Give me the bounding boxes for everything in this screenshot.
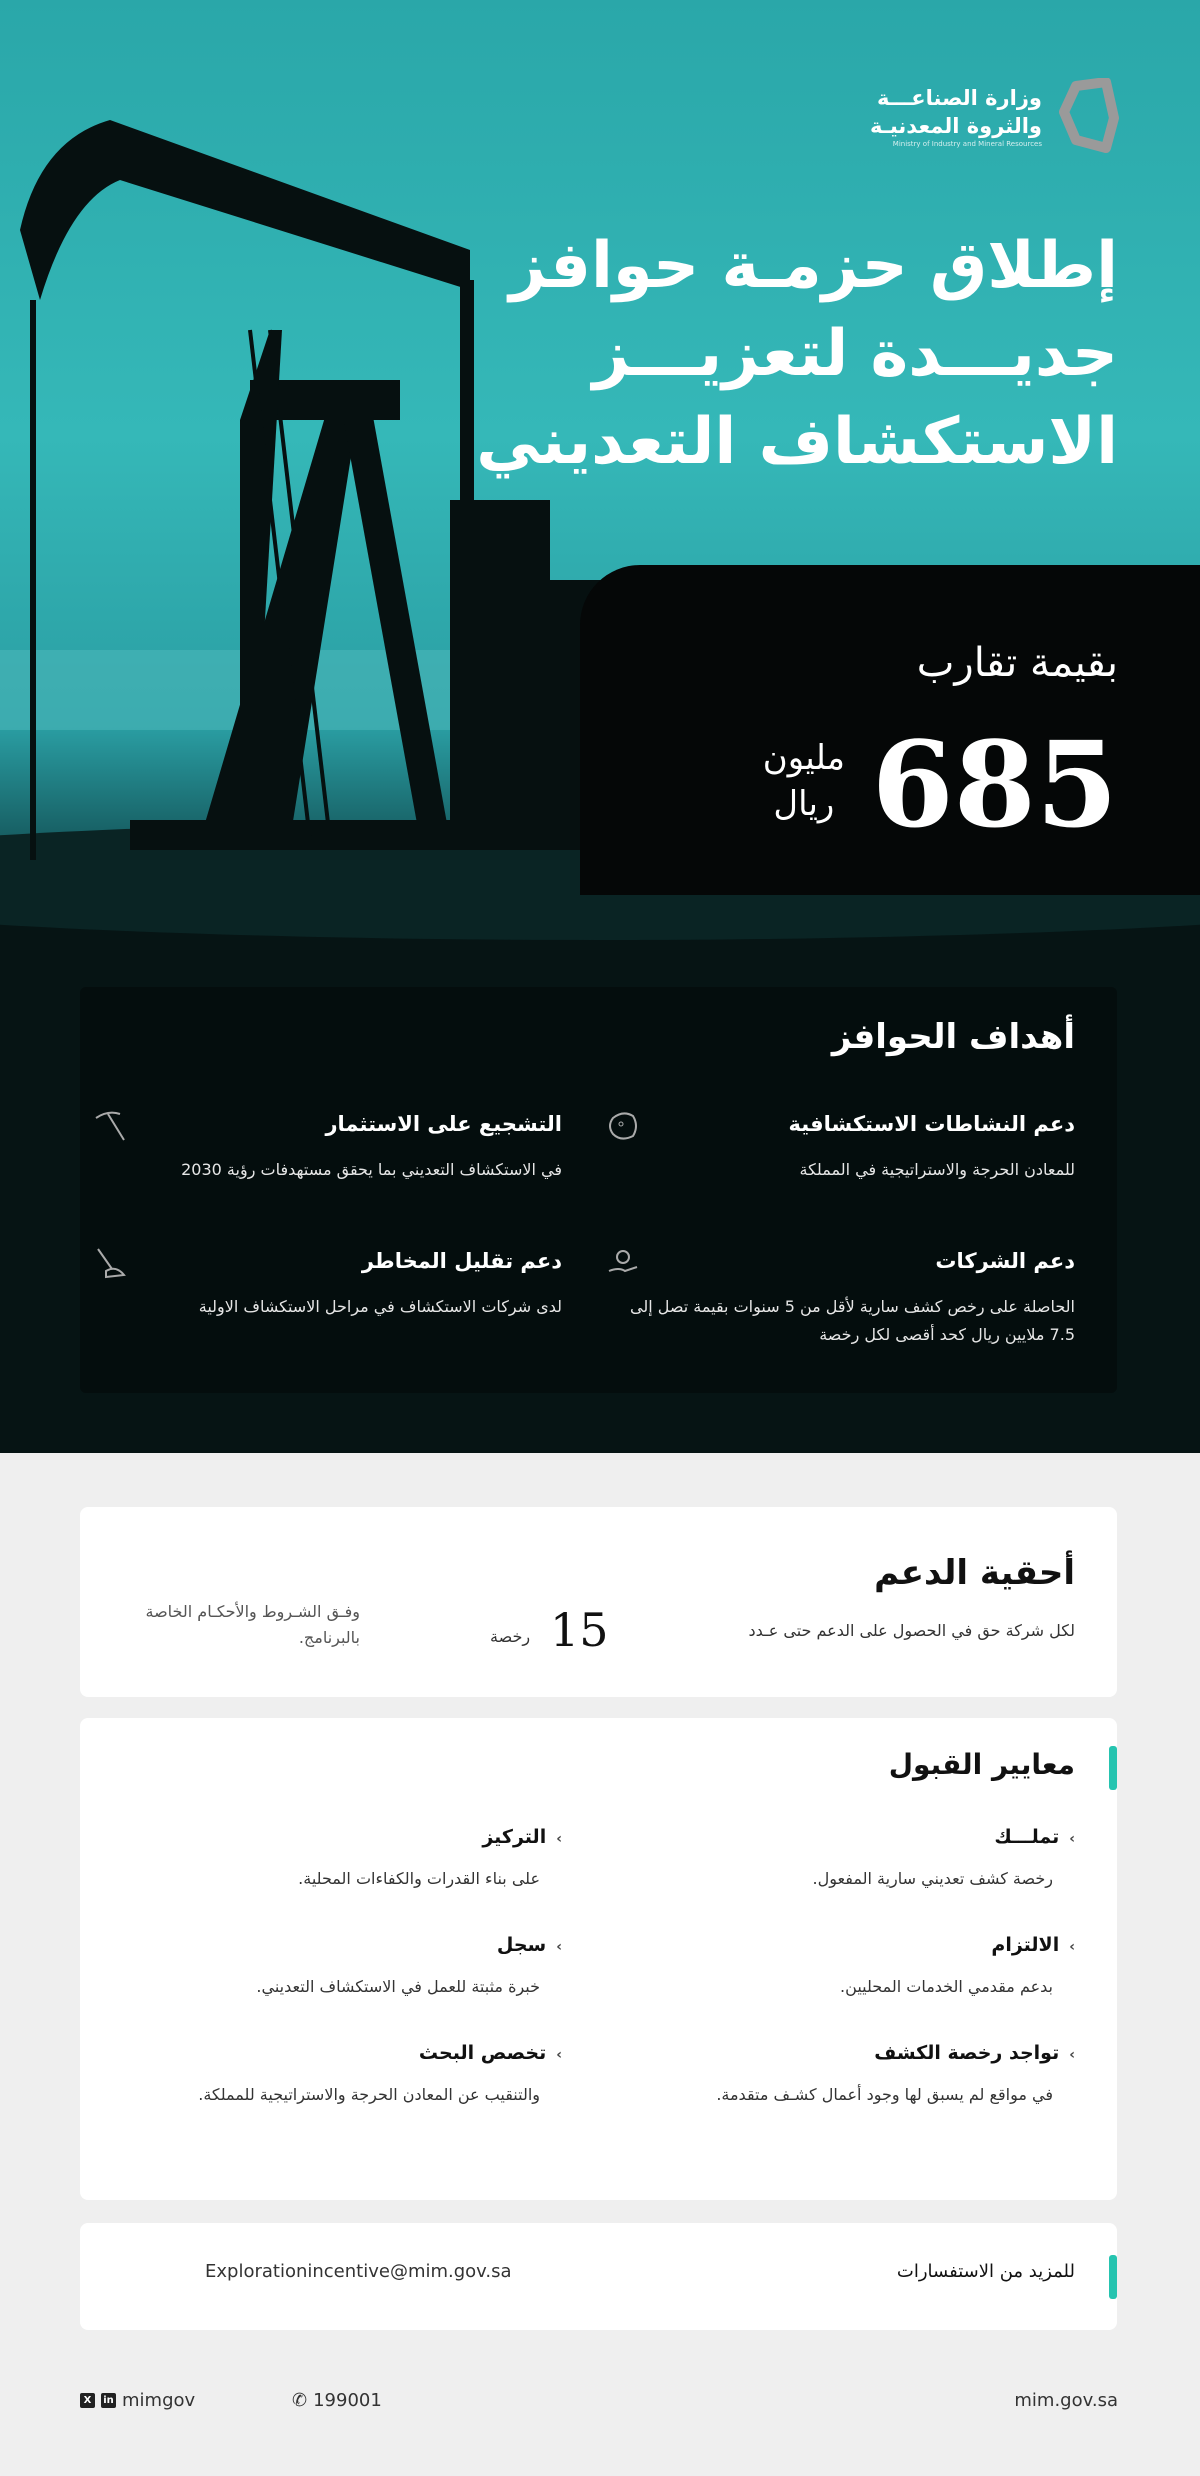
- chevron-icon: ›: [1069, 2047, 1075, 2063]
- website-link[interactable]: mim.gov.sa: [1014, 2390, 1118, 2411]
- criteria-item-desc: على بناء القدرات والكفاءات المحلية.: [298, 1869, 540, 1888]
- x-icon[interactable]: X: [80, 2393, 95, 2408]
- criteria-item: [655, 2042, 1075, 2112]
- value-number: 685: [871, 715, 1118, 854]
- goal-desc: للمعادن الحرجة والاستراتيجية في المملكة: [799, 1160, 1075, 1179]
- phone-number[interactable]: 199001: [313, 2390, 382, 2411]
- goal-title: دعم الشركات: [935, 1249, 1075, 1273]
- chevron-icon: ›: [556, 1939, 562, 1955]
- linkedin-icon[interactable]: in: [101, 2393, 116, 2408]
- goal-item: [605, 1112, 1075, 1184]
- criteria-item: [142, 1826, 562, 1896]
- criteria-item: [142, 1934, 562, 2004]
- value-unit: [763, 735, 845, 827]
- chevron-icon: ›: [1069, 1831, 1075, 1847]
- criteria-item-title: الالتزام: [991, 1934, 1060, 1956]
- goal-item: [92, 1249, 562, 1321]
- logo-text-line1: وزارة الصناعـــة: [877, 86, 1042, 110]
- goal-title: دعم النشاطات الاستكشافية: [788, 1112, 1075, 1136]
- accent-bar: [1109, 1746, 1117, 1790]
- criteria-card: [80, 1718, 1117, 2200]
- goal-desc: لدى شركات الاستكشاف في مراحل الاستكشاف الاولية: [198, 1297, 562, 1316]
- chevron-icon: ›: [1069, 1939, 1075, 1955]
- criteria-title: معايير القبول: [888, 1748, 1075, 1781]
- title-line-2: جديـــدة لتعزيـــز: [592, 317, 1118, 391]
- criteria-item-title: تملـــك: [994, 1826, 1060, 1848]
- criteria-item-title: سجل: [496, 1934, 547, 1956]
- criteria-item: [142, 2042, 562, 2112]
- criteria-item-desc: رخصة كشف تعديني سارية المفعول.: [812, 1869, 1053, 1888]
- value-unit-riyal: ريال: [773, 784, 835, 824]
- criteria-item-desc: خبرة مثبتة للعمل في الاستكشاف التعديني.: [256, 1977, 540, 1996]
- criteria-item: [655, 1826, 1075, 1896]
- eligibility-card: [80, 1507, 1117, 1697]
- incentive-goals-panel: [80, 987, 1117, 1393]
- criteria-item-desc: في مواقع لم يسبق لها وجود أعمال كشـف متقدمة.: [716, 2085, 1053, 2104]
- criteria-item-desc: والتنقيب عن المعادن الحرجة والاستراتيجية للمملكة.: [198, 2085, 540, 2104]
- website: [1014, 2390, 1118, 2411]
- goals-title: أهداف الحوافز: [831, 1017, 1075, 1057]
- criteria-item-title: تخصص البحث: [418, 2042, 547, 2064]
- criteria-item-title: التركيز: [482, 1826, 547, 1848]
- logo-text-line2: والثروة المعدنيـة: [869, 114, 1042, 138]
- title-line-1: إطلاق حزمـة حوافز: [509, 229, 1118, 303]
- rock-icon: [605, 1108, 641, 1144]
- value-label: بقيمة تقارب: [916, 640, 1118, 686]
- chevron-icon: ›: [556, 2047, 562, 2063]
- criteria-item: [655, 1934, 1075, 2004]
- eligibility-terms: وفـق الشـروط والأحكـام الخاصة بالبرنامج.: [145, 1602, 360, 1647]
- goal-item: [605, 1249, 1075, 1349]
- ministry-logo-icon: [1056, 78, 1120, 154]
- logo-text-en: Ministry of Industry and Mineral Resources: [892, 140, 1042, 148]
- accent-bar: [1109, 2255, 1117, 2299]
- criteria-item-title: تواجد رخصة الكشف: [874, 2042, 1060, 2064]
- contact-label: للمزيد من الاستفسارات: [896, 2261, 1075, 2282]
- eligibility-title: أحقية الدعم: [874, 1553, 1075, 1593]
- ministry-logo: [870, 78, 1120, 154]
- pickaxe-icon: [92, 1108, 128, 1144]
- goal-desc: في الاستكشاف التعديني بما يحقق مستهدفات رؤية 2030: [181, 1160, 562, 1179]
- goal-title: التشجيع على الاستثمار: [325, 1112, 562, 1136]
- contact-card: [80, 2223, 1117, 2330]
- phone-contact: [292, 2390, 382, 2411]
- goal-desc: الحاصلة على رخص كشف سارية لأقل من 5 سنوات بقيمة تصل إلى 7.5 ملايين ريال كحد أقصى لكل رخصة: [630, 1297, 1075, 1344]
- title-line-3: الاستكشاف التعديني: [476, 405, 1118, 479]
- goal-item: [92, 1112, 562, 1184]
- hand-gear-icon: [605, 1245, 641, 1281]
- phone-icon: ✆: [292, 2390, 308, 2411]
- drill-icon: [92, 1245, 128, 1281]
- license-unit: رخصة: [490, 1627, 531, 1646]
- license-count: 15: [550, 1603, 609, 1657]
- contact-email-link[interactable]: Explorationincentive@mim.gov.sa: [205, 2261, 512, 2282]
- page-title: [476, 222, 1118, 486]
- eligibility-desc: لكل شركة حق في الحصول على الدعم حتى عـدد: [748, 1621, 1075, 1640]
- goal-title: دعم تقليل المخاطر: [361, 1249, 562, 1273]
- criteria-item-desc: بدعم مقدمي الخدمات المحليين.: [840, 1977, 1053, 1996]
- social-links: [80, 2390, 195, 2411]
- value-unit-million: مليون: [762, 738, 845, 778]
- chevron-icon: ›: [556, 1831, 562, 1847]
- social-handle[interactable]: mimgov: [122, 2390, 196, 2411]
